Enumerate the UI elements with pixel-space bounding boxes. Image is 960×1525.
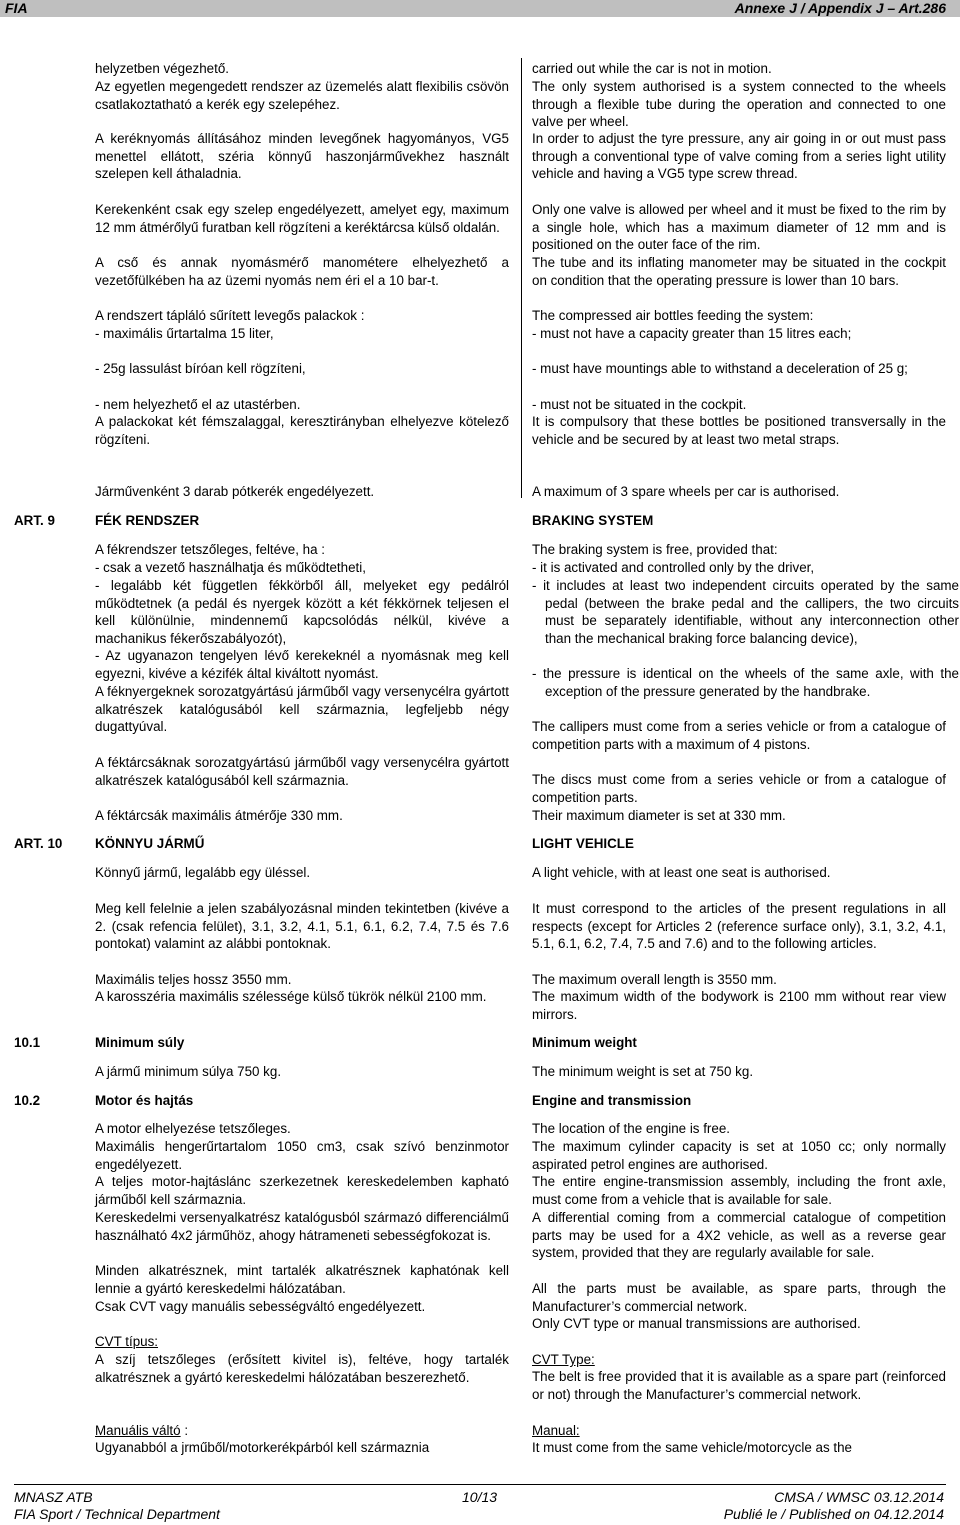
en-paragraph: Only CVT type or manual transmissions are authorised. xyxy=(532,1316,861,1331)
hu-paragraph: - maximális űrtartalma 15 liter, xyxy=(95,326,274,341)
en-paragraph: The discs must come from a series vehicle or from a catalogue of competition parts. xyxy=(532,772,946,805)
footer-rule xyxy=(14,1484,946,1485)
en-cvt-label: CVT Type: xyxy=(532,1352,595,1367)
en-paragraph: It is compulsory that these bottles be positioned transversally in the vehicle and be secured by at least two metal straps. xyxy=(532,414,946,447)
hu-manual-colon: : xyxy=(180,1423,189,1438)
hu-paragraph: - legalább két független fékkörből áll, melyeket egy pedálról működtetnek (a pedál és nyergek között a két fékkörnek teljesen el kell különülnie, mindennemű kapcsolódás nélkül, kivéve a machanikus fékerőszabályozót), xyxy=(95,578,509,646)
hu-art9-title: FÉK RENDSZER xyxy=(95,513,200,528)
en-paragraph: The braking system is free, provided that: xyxy=(532,542,778,557)
en-paragraph: The only system authorised is a system connected to the wheels through a flexible tube during the operation and connected to one valve per wheel. xyxy=(532,79,946,130)
article-number-10: ART. 10 xyxy=(14,836,63,851)
section-number-10-1: 10.1 xyxy=(14,1035,41,1050)
hu-paragraph: Maximális teljes hossz 3550 mm. xyxy=(95,972,292,987)
header-left: FIA xyxy=(5,0,28,16)
en-paragraph: carried out while the car is not in motion. xyxy=(532,61,772,76)
hu-manual-line xyxy=(95,1422,509,1440)
hu-paragraph: A karosszéria maximális szélessége külső tükrök nélkül 2100 mm. xyxy=(95,989,487,1004)
en-paragraph: Their maximum diameter is set at 330 mm. xyxy=(532,808,786,823)
footer-right-2: Publié le / Published on 04.12.2014 xyxy=(723,1506,944,1522)
hu-paragraph: - csak a vezető használhatja és működtetheti, xyxy=(95,560,366,575)
en-s101-title: Minimum weight xyxy=(532,1035,637,1050)
en-paragraph: Only one valve is allowed per wheel and it must be fixed to the rim by a single hole, which has a maximum diameter of 12 mm and is positioned on the outer face of the rim. xyxy=(532,202,946,253)
footer-page-number: 10/13 xyxy=(462,1489,498,1505)
hu-paragraph: Kereskedelmi versenyalkatrész katalógusból származó differenciálmű használható 4x2 járműhöz, ahogy hátrameneti sebességfokozat is. xyxy=(95,1210,509,1243)
hu-paragraph: A féktárcsáknak sorozatgyártású járműből vagy versenycélra gyártott alkatrészek katalógusából kell származnia. xyxy=(95,755,509,788)
hu-paragraph: Csak CVT vagy manuális sebességváltó engedélyezett. xyxy=(95,1299,426,1314)
hu-paragraph: helyzetben végezhető. xyxy=(95,61,230,76)
hu-paragraph: Járművenként 3 darab pótkerék engedélyezett. xyxy=(95,484,375,499)
hu-paragraph: Maximális hengerűrtartalom 1050 cm3, csak szívó benzinmotor engedélyezett. xyxy=(95,1139,509,1172)
en-paragraph: The entire engine-transmission assembly, including the front axle, must come from a vehicle that is available for sale. xyxy=(532,1174,946,1207)
en-paragraph: It must correspond to the articles of the present regulations in all respects (except for Articles 2 (reference surface only), 3.1, 3.2, 4.1, 5.1, 6.1, 6.2, 7.4, 7.5 and 7.6) and to the following articles. xyxy=(532,901,946,952)
en-paragraph: The compressed air bottles feeding the system: xyxy=(532,308,814,323)
en-paragraph: In order to adjust the tyre pressure, any air going in or out must pass through a conventional type of valve coming from a series light utility vehicle and having a VG5 type screw thread. xyxy=(532,131,946,182)
hu-paragraph: A szíj tetszőleges (erősített kivitel is), feltéve, hogy tartalék alkatrésznek a gyártó kereskedelmi hálózatában beszerezhető. xyxy=(95,1352,509,1385)
en-art10-title: LIGHT VEHICLE xyxy=(532,836,634,851)
hu-paragraph: A motor elhelyezése tetszőleges. xyxy=(95,1121,291,1136)
en-paragraph: A differential coming from a commercial catalogue of competition parts may be used for a 4X2 vehicle, as well as a reverse gear system, provided that they are regularly available for sale. xyxy=(532,1210,946,1261)
en-paragraph: The maximum cylinder capacity is set at 1050 cc; only normally aspirated petrol engines are authorised. xyxy=(532,1139,946,1172)
hu-paragraph: - nem helyezhető el az utastérben. xyxy=(95,397,301,412)
hu-manual-label: Manuális váltó xyxy=(95,1423,181,1438)
en-paragraph: The tube and its inflating manometer may be situated in the cockpit on condition that the operating pressure is lower than 10 bars. xyxy=(532,255,946,288)
en-paragraph: All the parts must be available, as spare parts, through the Manufacturer’s commercial network. xyxy=(532,1281,946,1314)
hu-paragraph: - Az ugyanazon tengelyen lévő kerekeknél a nyomásnak meg kell egyezni, kivéve a kézifék által kiváltott nyomást. xyxy=(95,648,509,681)
hu-paragraph: - 25g lassulást bíróan kell rögzíteni, xyxy=(95,361,306,376)
hu-paragraph: A féknyergeknek sorozatgyártású járműből vagy versenycélra gyártott alkatrészek katalógusából kell származnia, legfeljebb négy dugattyúval. xyxy=(95,684,509,735)
hu-paragraph: A jármű minimum súlya 750 kg. xyxy=(95,1064,282,1079)
footer-left-2: FIA Sport / Technical Department xyxy=(14,1506,220,1522)
article-number-9: ART. 9 xyxy=(14,513,55,528)
hu-s101-title: Minimum súly xyxy=(95,1035,185,1050)
footer-left-1: MNASZ ATB xyxy=(14,1489,93,1505)
hu-paragraph: A palackokat két fémszalaggal, keresztirányban elhelyezve kötelező rögzíteni. xyxy=(95,414,509,447)
hu-paragraph: A keréknyomás állításához minden levegőnek hagyományos, VG5 menettel ellátott, széria könnyű haszonjárművekhez használt szelepen kell áthaladnia. xyxy=(95,131,509,182)
hu-paragraph: A rendszert tápláló sűrített levegős palackok : xyxy=(95,308,365,323)
hu-paragraph: Kerekenként csak egy szelep engedélyezett, amelyet egy, maximum 12 mm átmérőlyű furatban kell rögzíteni a keréktárcsa külső oldalán. xyxy=(95,202,509,235)
section-number-10-2: 10.2 xyxy=(14,1093,41,1108)
hu-paragraph: Az egyetlen megengedett rendszer az üzemelés alatt flexibilis csövön csatlakoztatható a kerék egy szelepéhez. xyxy=(95,79,509,112)
en-art9-title: BRAKING SYSTEM xyxy=(532,513,654,528)
en-s102-title: Engine and transmission xyxy=(532,1093,692,1108)
en-paragraph: A light vehicle, with at least one seat is authorised. xyxy=(532,865,831,880)
hu-s102-title: Motor és hajtás xyxy=(95,1093,194,1108)
en-paragraph: - the pressure is identical on the wheels of the same axle, with the exception of the pressure generated by the handbrake. xyxy=(532,666,959,699)
hu-cvt-label: CVT típus: xyxy=(95,1334,159,1349)
hu-paragraph: A féktárcsák maximális átmérője 330 mm. xyxy=(95,808,343,823)
en-paragraph: - must have mountings able to withstand a deceleration of 25 g; xyxy=(532,361,908,376)
hu-paragraph: Ugyanabból a jrműből/motorkerékpárból kell származnia xyxy=(95,1440,430,1455)
en-manual-label: Manual: xyxy=(532,1423,580,1438)
en-paragraph: - must not be situated in the cockpit. xyxy=(532,397,747,412)
page-header xyxy=(0,0,960,17)
en-paragraph: The maximum overall length is 3550 mm. xyxy=(532,972,777,987)
header-right: Annexe J / Appendix J – Art.286 xyxy=(734,0,946,16)
hu-paragraph: Minden alkatrésznek, mint tartalék alkatrésznek kaphatónak kell lennie a gyártó kereskedelmi hálózatában. xyxy=(95,1263,509,1296)
en-paragraph: - must not have a capacity greater than 15 litres each; xyxy=(532,326,852,341)
en-paragraph: The minimum weight is set at 750 kg. xyxy=(532,1064,754,1079)
en-paragraph: The maximum width of the bodywork is 2100 mm without rear view mirrors. xyxy=(532,989,946,1022)
hu-paragraph: A teljes motor-hajtáslánc szerkezetnek kereskedelemben kapható járműből kell származnia. xyxy=(95,1174,509,1207)
en-paragraph: The location of the engine is free. xyxy=(532,1121,731,1136)
en-paragraph: The callipers must come from a series vehicle or from a catalogue of competition parts with a maximum of 4 pistons. xyxy=(532,719,946,752)
en-paragraph: The belt is free provided that it is available as a spare part (reinforced or not) through the Manufacturer’s commercial network. xyxy=(532,1369,946,1402)
en-paragraph: A maximum of 3 spare wheels per car is authorised. xyxy=(532,484,840,499)
hu-paragraph: Könnyű jármű, legalább egy üléssel. xyxy=(95,865,311,880)
en-paragraph: - it is activated and controlled only by the driver, xyxy=(532,560,815,575)
column-divider xyxy=(521,58,522,498)
footer-right-1: CMSA / WMSC 03.12.2014 xyxy=(774,1489,944,1505)
hu-art10-title: KÖNNYU JÁRMŰ xyxy=(95,836,205,851)
en-paragraph: It must come from the same vehicle/motorcycle as the xyxy=(532,1440,853,1455)
hu-paragraph: A fékrendszer tetszőleges, feltéve, ha : xyxy=(95,542,326,557)
hu-paragraph: A cső és annak nyomásmérő manométere elhelyezhető a vezetőfülkében ha az üzemi nyomás nem éri el a 10 bar-t. xyxy=(95,255,509,288)
hu-paragraph: Meg kell felelnie a jelen szabályozásnal minden tekintetben (kivéve a 2. (csak refencia felület), 3.1, 3.2, 4.1, 5.1, 6.1, 6.2, 7.4, 7.5 és 7.6 pontokat) valamint az alábbi pontoknak. xyxy=(95,901,509,952)
en-paragraph: - it includes at least two independent circuits operated by the same pedal (between the brake pedal and the callipers, the two circuits must be separately identifiable, without any interconnection other than the mechanical braking force balancing device), xyxy=(532,578,959,646)
